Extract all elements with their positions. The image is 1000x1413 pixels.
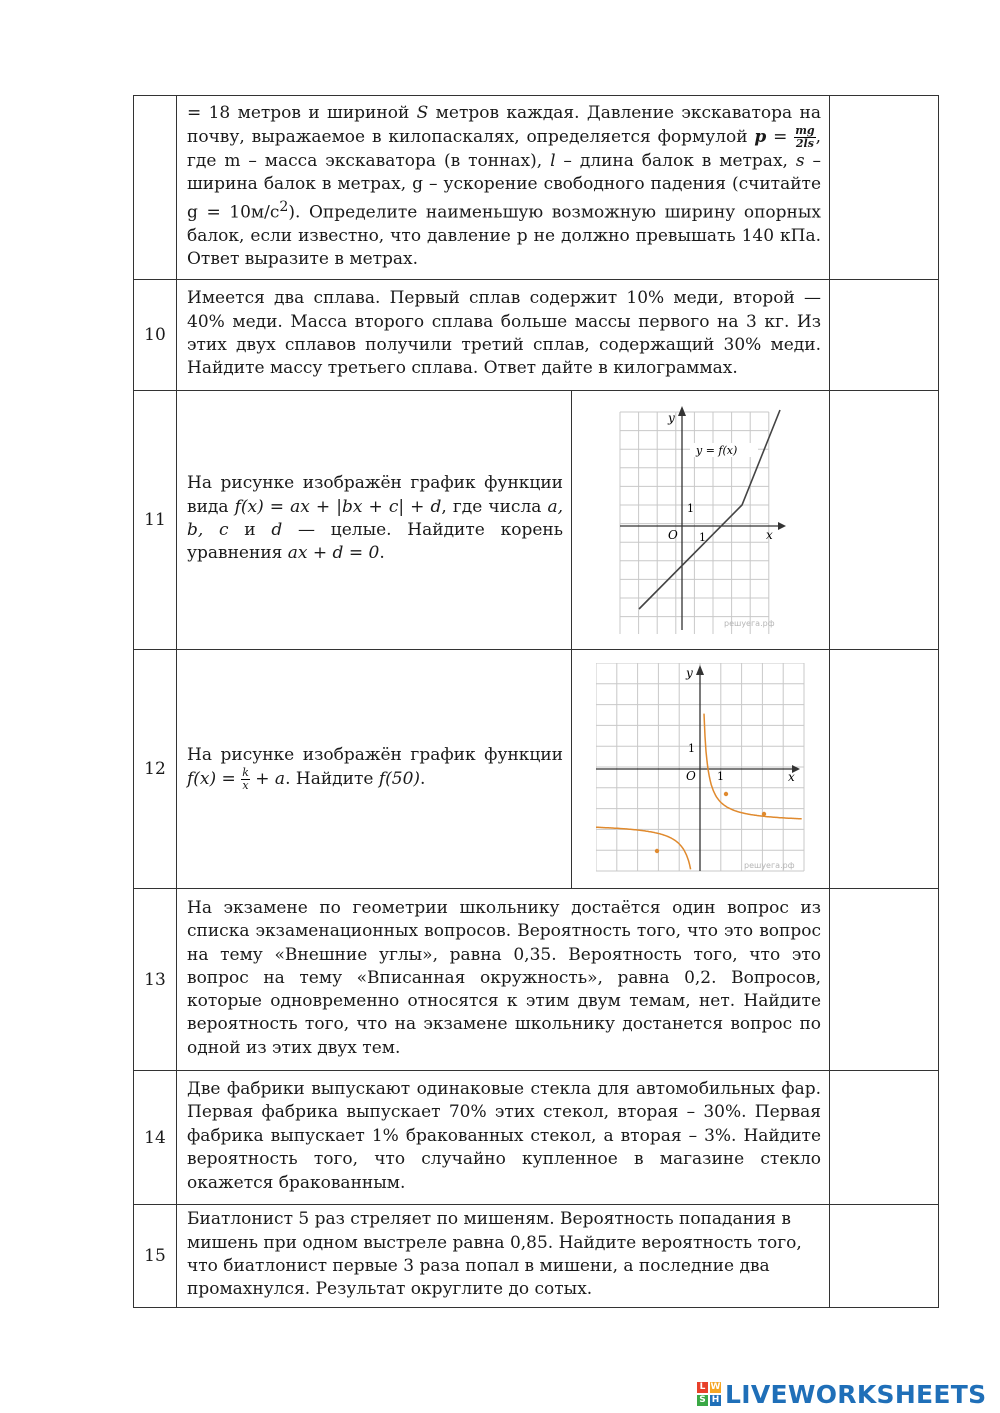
task-text: На экзамене по геометрии школьнику достаётся один вопрос из списка экзаменационных вопросов. Вероятность того, что это вопрос на тему «Внешние углы», равна 0,35. Вероятность того, что это вопрос на тему «Вписанная окружность», равна 0,2. Вопросов, которые одновременно относятся к этим двум темам, нет. Найдите вероятность того, что на экзамене школьнику достанется вопрос по одной из этих двух тем. xyxy=(177,889,830,1071)
curve-point xyxy=(761,812,765,816)
task-text: На рисунке изображён график функции f(x) = $\frac{k}{x}$ + a. Найдите f(50). xyxy=(177,650,572,889)
graph-cell xyxy=(572,650,830,889)
watermark: решуега.рф xyxy=(723,619,775,628)
curve-point xyxy=(654,849,658,853)
task-row-13 xyxy=(134,889,939,1071)
y-axis-arrow-icon xyxy=(678,406,686,416)
x-tick-label: 1 xyxy=(698,531,706,544)
origin-label: O xyxy=(667,528,678,542)
x-axis-arrow-icon xyxy=(778,522,786,530)
task-row-10 xyxy=(134,280,939,391)
task-number: 13 xyxy=(134,889,177,1071)
curve-point xyxy=(723,792,727,796)
x-tick-label: 1 xyxy=(716,770,724,783)
answer-cell[interactable] xyxy=(830,96,939,280)
y-axis-label: y xyxy=(667,411,675,425)
hyperbola-right-branch xyxy=(704,714,802,819)
answer-cell[interactable] xyxy=(830,1205,939,1308)
x-axis-label: x xyxy=(765,528,773,542)
formula-fraction: $\frac{k}{x}$ xyxy=(242,766,249,793)
logo-text: LIVEWORKSHEETS xyxy=(725,1379,987,1409)
formula-p: p xyxy=(754,126,767,147)
task-text: Имеется два сплава. Первый сплав содержит 10% меди, второй — 40% меди. Масса второго сплава больше массы первого на 3 кг. Из этих двух сплавов получили третий сплав, содержащий 30% меди. Найдите массу третьего сплава. Ответ дайте в килограммах. xyxy=(177,280,830,391)
task-text: Две фабрики выпускают одинаковые стекла для автомобильных фар. Первая фабрика выпускает 70% этих стекол, вторая – 30%. Первая фабрика выпускает 1% бракованных стекол, а вторая – 3%. Найдите вероятность того, что случайно купленное в магазине стекло окажется бракованным. xyxy=(177,1071,830,1205)
hyperbola-graph xyxy=(596,663,806,875)
answer-cell[interactable] xyxy=(830,391,939,650)
answer-cell[interactable] xyxy=(830,889,939,1071)
watermark: решуега.рф xyxy=(743,861,795,870)
formula-fraction: $\frac{mg}{2ls}$ xyxy=(795,123,815,150)
hyperbola-left-branch xyxy=(596,827,691,869)
origin-label: O xyxy=(685,769,696,783)
task-row-12 xyxy=(134,650,939,889)
answer-cell[interactable] xyxy=(830,1071,939,1205)
task-number: 11 xyxy=(134,391,177,650)
task-row-15 xyxy=(134,1205,939,1308)
task-number: 15 xyxy=(134,1205,177,1308)
y-tick-label: 1 xyxy=(687,742,695,755)
task-text: = 18 метров и шириной S метров каждая. Давление экскаватора на почву, выражаемое в килопаскалях, определяется формулой p = $\frac{mg}{2ls}$ , где m – масса экскаватора (в тоннах), l – длина балок в метрах, s – ширина балок в метрах, g – ускорение свободного падения (считайте $g = 10м/с^2$). Определите наименьшую возможную ширину опорных балок, если известно, что давление р не должно превышать 140 кПа. Ответ выразите в метрах. xyxy=(177,96,830,280)
x-axis-label: x xyxy=(787,770,795,784)
task-number: 14 xyxy=(134,1071,177,1205)
y-axis-arrow-icon xyxy=(696,665,704,675)
task-text: Биатлонист 5 раз стреляет по мишеням. Вероятность попадания в мишень при одном выстреле равна 0,85. Найдите вероятность того, что биатлонист первые 3 раза попал в мишени, а последние два промахнулся. Результат округлите до сотых. xyxy=(177,1205,830,1308)
answer-cell[interactable] xyxy=(830,280,939,391)
graph-cell xyxy=(572,391,830,650)
liveworksheets-logo[interactable] xyxy=(697,1377,986,1411)
task-table xyxy=(133,95,939,1308)
answer-cell[interactable] xyxy=(830,650,939,889)
task-text: На рисунке изображён график функции вида f(x) = ax + |bx + c| + d, где числа a, b, c и d — целые. Найдите корень уравнения ax + d = 0. xyxy=(177,391,572,650)
abs-function-graph xyxy=(616,406,786,634)
task-number: 10 xyxy=(134,280,177,391)
y-tick-label: 1 xyxy=(686,502,694,515)
y-axis-label: y xyxy=(685,666,693,680)
task-row-11 xyxy=(134,391,939,650)
logo-mark-icon: L W S H xyxy=(697,1382,721,1406)
task-row-14 xyxy=(134,1071,939,1205)
task-number: 12 xyxy=(134,650,177,889)
function-label: y = f(x) xyxy=(695,444,737,457)
task-number xyxy=(134,96,177,280)
task-row-9 xyxy=(134,96,939,280)
